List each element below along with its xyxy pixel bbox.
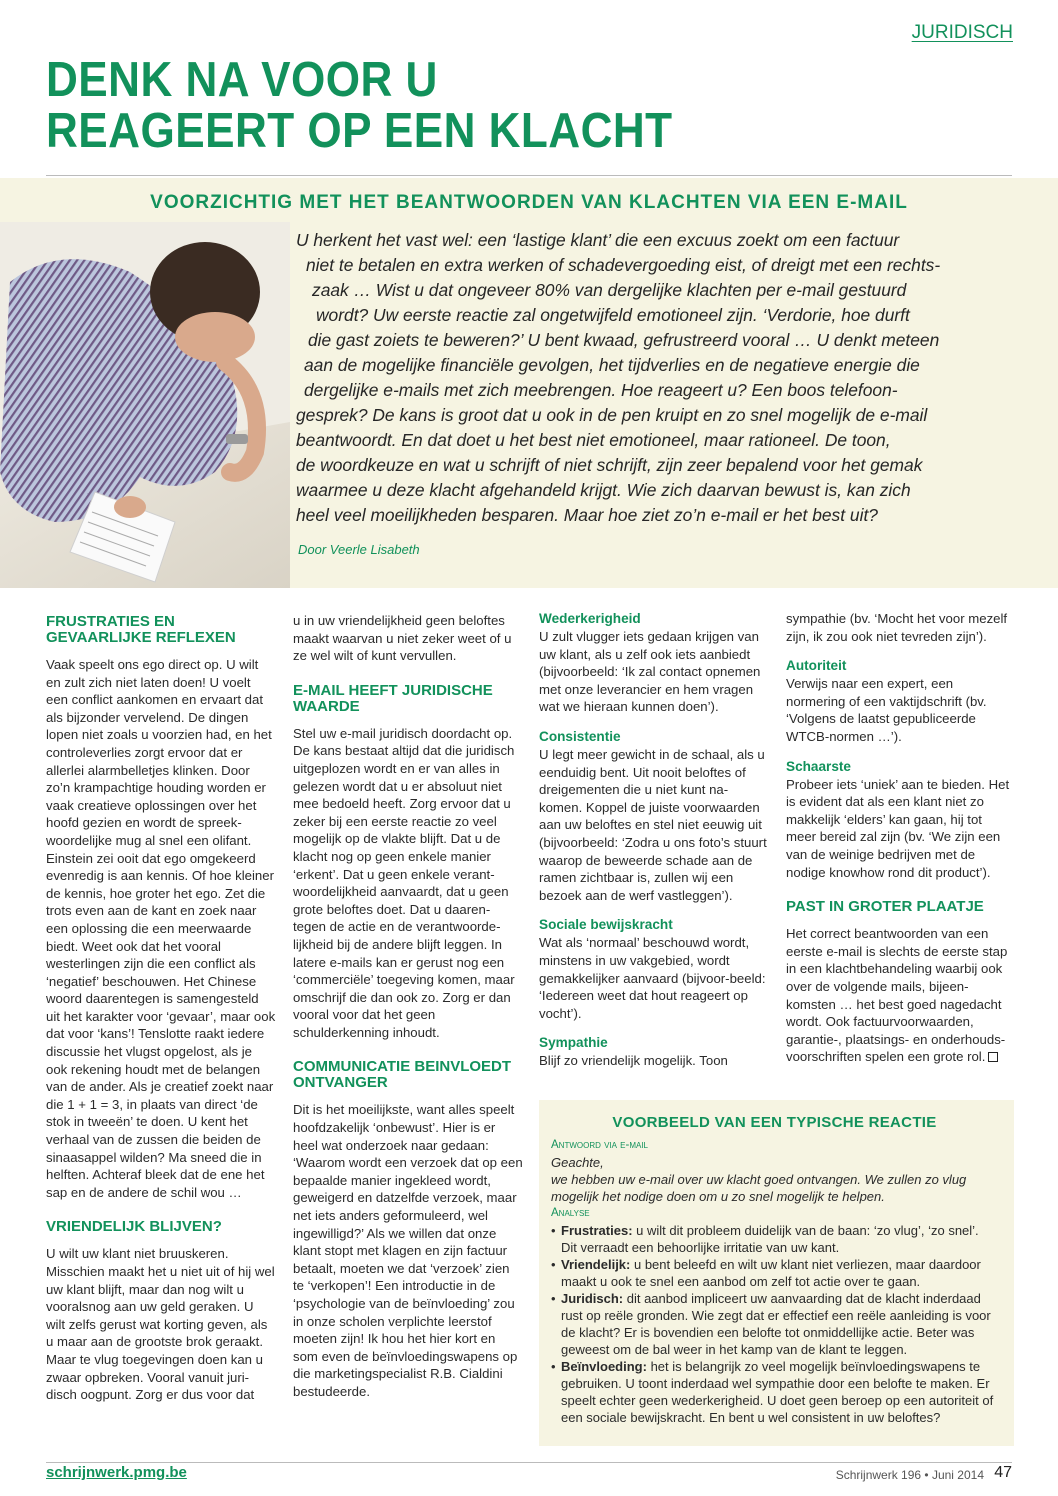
body-text: U wilt uw klant niet bruuskeren. Misschien maakt het u niet uit of hij wel uw klant blijft, maar dan nog wilt u vooralsnog aan uw geld geraken. U wilt zelfs gerust wat korting geven, als u maar aan de grootste brok geraakt. Maar te vlug toegevingen doen kan u zwaar opbreken. Vooral vanuit juri-disch oogpunt. Zorg er dus voor dat	[46, 1246, 275, 1403]
footer-site-link[interactable]: schrijnwerk.pmg.be	[46, 1464, 187, 1481]
body-text-span: Het correct beantwoorden van een eerste e-mail is slechts de eerste stap in een klachtbehandeling waarbij ook over de volgende mails, bijeen-komsten … het best goed nagedacht wordt. Ook factuurvoorwaarden, garantie-, plaatsings- en onderhouds-voorschriften spelen een grote rol.	[786, 926, 1008, 1065]
body-text: sympathie (bv. ‘Mocht het voor mezelf zijn, ik zou ook niet tevreden zijn’).	[786, 611, 1008, 644]
body-text: Probeer iets ‘uniek’ aan te bieden. Het is evident dat als een klant niet zo makkelijk ‘elders’ kan gaan, hij tot meer bereid zal zijn (bv. ‘We zijn een van de weinige bedrijven met de nodige knowhow rond dit product’).	[786, 776, 1010, 880]
subsection-heading: Schaarste	[786, 758, 851, 774]
subsection-heading: Autoriteit	[786, 658, 847, 674]
byline: Door Veerle Lisabeth	[298, 542, 420, 557]
example-box	[539, 1100, 1014, 1446]
term-text: het is belangrijk zo veel mogelijk beïnvloedingswapens te gebruiken. U toont inderdaad wel sympathie door een belofte te maken. Er speelt echter geen wederkerigheid. U doet geen beroep op een autoriteit of een sociale bewijskracht. En bent u wel consistent in uw beloftes?	[561, 1359, 994, 1425]
body-text: Verwijs naar een expert, een normering of een vaktijdschrift (bv. ‘Volgens de laatst gepubliceerde WTCB-normen …’).	[786, 676, 987, 744]
body-text: U zult vlugger iets gedaan krijgen van uw klant, als u zelf ook iets aanbiedt (bijvoorbeeld: ‘Ik zal contact opnemen met onze leverancier en hem vragen wat we hieraan kunnen doen’).	[539, 629, 761, 715]
list-item	[551, 1290, 998, 1358]
term-text: dit aanbod impliceert uw aanvaarding dat de klacht inderdaad rust op reële gronden. Wie zegt dat er effectief een reële aanleiding is voor de klacht? Er is bovendien een belofte tot onmiddellijke actie. Beter was geweest om de bal weer in het kamp van de klant te leggen.	[561, 1291, 991, 1357]
section-heading: VRIENDELIJK BLIJVEN?	[46, 1218, 222, 1236]
section-tag: JURIDISCH	[911, 22, 1013, 43]
lead-line: U herkent het vast wel: een ‘lastige klant’ die een excuus zoekt om een factuur	[296, 230, 900, 250]
section-heading: COMMUNICATIE BEINVLOEDT ONTVANGER	[293, 1058, 512, 1092]
headline-line-1: DENK NA VOOR U	[46, 53, 438, 107]
intro-panel	[0, 178, 1058, 588]
term: Juridisch:	[561, 1291, 624, 1306]
body-text: U legt meer gewicht in de schaal, als u eenduidig bent. Uit nooit beloftes of dreigementen die u niet kunt na-komen. Koppel de juiste voorwaarden aan uw beloftes en stel niet eeuwig uit (bijvoorbeeld: ‘Zodra u ons foto’s stuurt waarop de beweerde schade aan de ramen zichtbaar is, zullen wij een bezoek aan de werf vastleggen’).	[539, 746, 767, 903]
example-title: VOORBEELD VAN EEN TYPISCHE REACTIE	[612, 1114, 937, 1131]
term-text: u wilt dit probleem duidelijk van de baan: ‘zo vlug’, ‘zo snel’. Dit verraadt een behoorlijke irritatie van uw kant.	[561, 1223, 979, 1255]
analysis-label: Analyse	[551, 1207, 590, 1219]
section-heading: PAST IN GROTER PLAATJE	[786, 898, 984, 916]
subsection-heading: Sympathie	[539, 1035, 608, 1051]
email-salutation: Geachte,	[551, 1155, 604, 1170]
lead-line: heel veel moeilijkheden besparen. Maar hoe ziet zo’n e-mail er het best uit?	[296, 505, 878, 525]
term-text: u bent beleefd en wilt uw klant niet verliezen, maar daardoor maakt u ook te snel een aanbod om zelf tot actie over te gaan.	[561, 1257, 981, 1289]
lead-line: zaak … Wist u dat ongeveer 80% van dergelijke klachten per e-mail gestuurd	[312, 280, 907, 300]
column-4	[786, 610, 1014, 1066]
body-text	[786, 925, 1014, 1066]
answer-label: Antwoord via e-mail	[551, 1139, 649, 1151]
page-number: 47	[994, 1464, 1012, 1481]
lead-line: de woordkeuze en wat u schrijft of niet schrijft, zijn zeer bepalend voor het gemak	[296, 455, 923, 475]
body-text: Vaak speelt ons ego direct op. U wilt en zult zich niet laten doen! U voelt een conflict aankomen en ervaart dat als bijzonder vervelend. De dingen lopen niet zoals u voorzien had, en het controleverlies zorgt ervoor dat er allerlei alarmbelletjes klinken. Door zo’n krampachtige houding worden er vaak creatieve oplossingen over het hoofd gezien en wordt de spreek-woordelijke mug al snel een olifant. Einstein zei ooit dat ego omgekeerd evenredig is aan kennis. Of hoe kleiner de kennis, hoe groter het ego. Zet die trots even aan de kant en zoek naar een oplossing die een meerwaarde biedt. Weet ook dat het vooral westerlingen zijn die een conflict als ‘negatief’ beschouwen. Het Chinese woord daarentegen is samengesteld uit het karakter voor ‘gevaar’, maar ook dat voor ‘kans’! Tenslotte raakt iedere discussie het vlugst opgelost, als je ook rekening houdt met de belangen van de ander. Als je creatief zoekt naar die 1 + 1 = 3, in plaats van direct ‘de stok in tweeën’ te doen. U kent het verhaal van de zussen die beiden de sinaasappel wilden? Ma sneed die in helften. Achteraf bleek dat de ene het sap en de andere de schil wou …	[46, 657, 276, 1200]
list-item	[551, 1222, 998, 1256]
body-text: Blijf zo vriendelijk mogelijk. Toon	[539, 1053, 728, 1069]
column-1	[46, 610, 276, 1404]
lead-line: waarmee u deze klacht afgehandeld krijgt. Wie zich daarvan bewust is, kan zich	[296, 480, 911, 500]
column-3	[539, 610, 769, 1070]
body-text: Dit is het moeilijkste, want alles speelt hoofdzakelijk ‘onbewust’. Hier is er heel wat onderzoek naar gedaan: ‘Waarom wordt een verzoek dat op een bepaalde manier ingekleed wordt, geweigerd en datzelfde verzoek, maar net iets anders geformuleerd, wel ingewilligd?’ Als we willen dat onze klant stopt met klagen en zijn factuur betaalt, moeten we dat ‘verzoek’ zien te ‘verkopen’! Een introductie in de ‘psychologie van de beïnvloeding’ zou in onze scholen verplichte leerstof moeten zijn! Ik hou het hier kort en som even de beïnvloedingswapens op die marketingspecialist R.B. Cialdini bestudeerde.	[293, 1102, 523, 1399]
lead-paragraph	[296, 228, 1011, 528]
lead-line: aan de mogelijke financiële gevolgen, het tijdverlies en de negatieve energie die	[304, 355, 920, 375]
list-item	[551, 1256, 998, 1290]
end-mark-icon	[988, 1052, 998, 1062]
list-item	[551, 1358, 998, 1426]
term: Vriendelijk:	[561, 1257, 631, 1272]
lead-line: niet te betalen en extra werken of schadevergoeding eist, of dreigt met een rechts-	[306, 255, 941, 275]
page-title	[46, 55, 856, 157]
subsection-heading: Sociale bewijskracht	[539, 917, 673, 933]
lead-line: die gast zoiets te beweren?’ U bent kwaad, gefrustreerd vooral … U denkt meteen	[308, 330, 940, 350]
headline-line-2: REAGEERT OP EEN KLACHT	[46, 104, 673, 158]
subsection-heading: Consistentie	[539, 728, 621, 744]
analysis-list	[551, 1222, 998, 1426]
subsection-heading: Wederkerigheid	[539, 611, 641, 626]
headline-divider	[46, 175, 1012, 176]
term: Beïnvloeding:	[561, 1359, 647, 1374]
lead-line: wordt? Uw eerste reactie zal ongetwijfeld emotioneel zijn. ‘Verdorie, hoe durft	[316, 305, 910, 325]
section-heading: E-MAIL HEEFT JURIDISCHE WAARDE	[293, 681, 493, 715]
email-body: we hebben uw e-mail over uw klacht goed ontvangen. We zullen zo vlug mogelijk het nodige doen om u zo snel mogelijk te helpen.	[551, 1172, 967, 1204]
lead-line: gesprek? De kans is groot dat u ook in de pen kruipt en zo snel mogelijk de e-mail	[296, 405, 928, 425]
column-2	[293, 610, 523, 1401]
lead-line: dergelijke e-mails met zich meebrengen. Hoe reageert u? Een boos telefoon-	[304, 380, 898, 400]
article-photo	[0, 222, 290, 588]
body-text: Wat als ‘normaal’ beschouwd wordt, minstens in uw vakgebied, wordt gemakkelijker aanvaard (bijvoor-beeld: ‘Iedereen weet dat hout reageert op vocht’).	[539, 935, 766, 1021]
footer-issue: Schrijnwerk 196 • Juni 2014	[835, 1468, 984, 1482]
subheading: VOORZICHTIG MET HET BEANTWOORDEN VAN KLACHTEN VIA EEN E-MAIL	[150, 192, 908, 213]
section-heading: FRUSTRATIES EN GEVAARLIJKE REFLEXEN	[46, 613, 236, 646]
term: Frustraties:	[561, 1223, 633, 1238]
body-text: u in uw vriendelijkheid geen beloftes maakt waarvan u niet zeker weet of u ze wel wilt of kunt vervullen.	[293, 613, 512, 664]
lead-line: beantwoordt. En dat doet u het best niet emotioneel, maar rationeel. De toon,	[296, 430, 891, 450]
body-text: Stel uw e-mail juridisch doordacht op. De kans bestaat altijd dat die juridisch uitgeplozen wordt en er van alles in gelezen wordt dat u er absoluut niet mee bedoeld heeft. Zorg ervoor dat u zeker bij een eerste reactie zo veel mogelijk op de vlakte blijft. Dat u de klacht nog op geen enkele manier ‘erkent’. Dat u geen enkele verant-woordelijkheid aanvaardt, dat u geen grote beloftes doet. Dat u daaren-tegen de actie en de verantwoorde-lijkheid bij de andere blijft leggen. In latere e-mails kan er gerust nog een ‘commerciële’ toegeving komen, maar omschrijf die dan ook zo. Zorg er dan vooral voor dat het geen schulderkenning inhoudt.	[293, 725, 515, 1040]
footer-divider	[46, 1462, 1012, 1463]
